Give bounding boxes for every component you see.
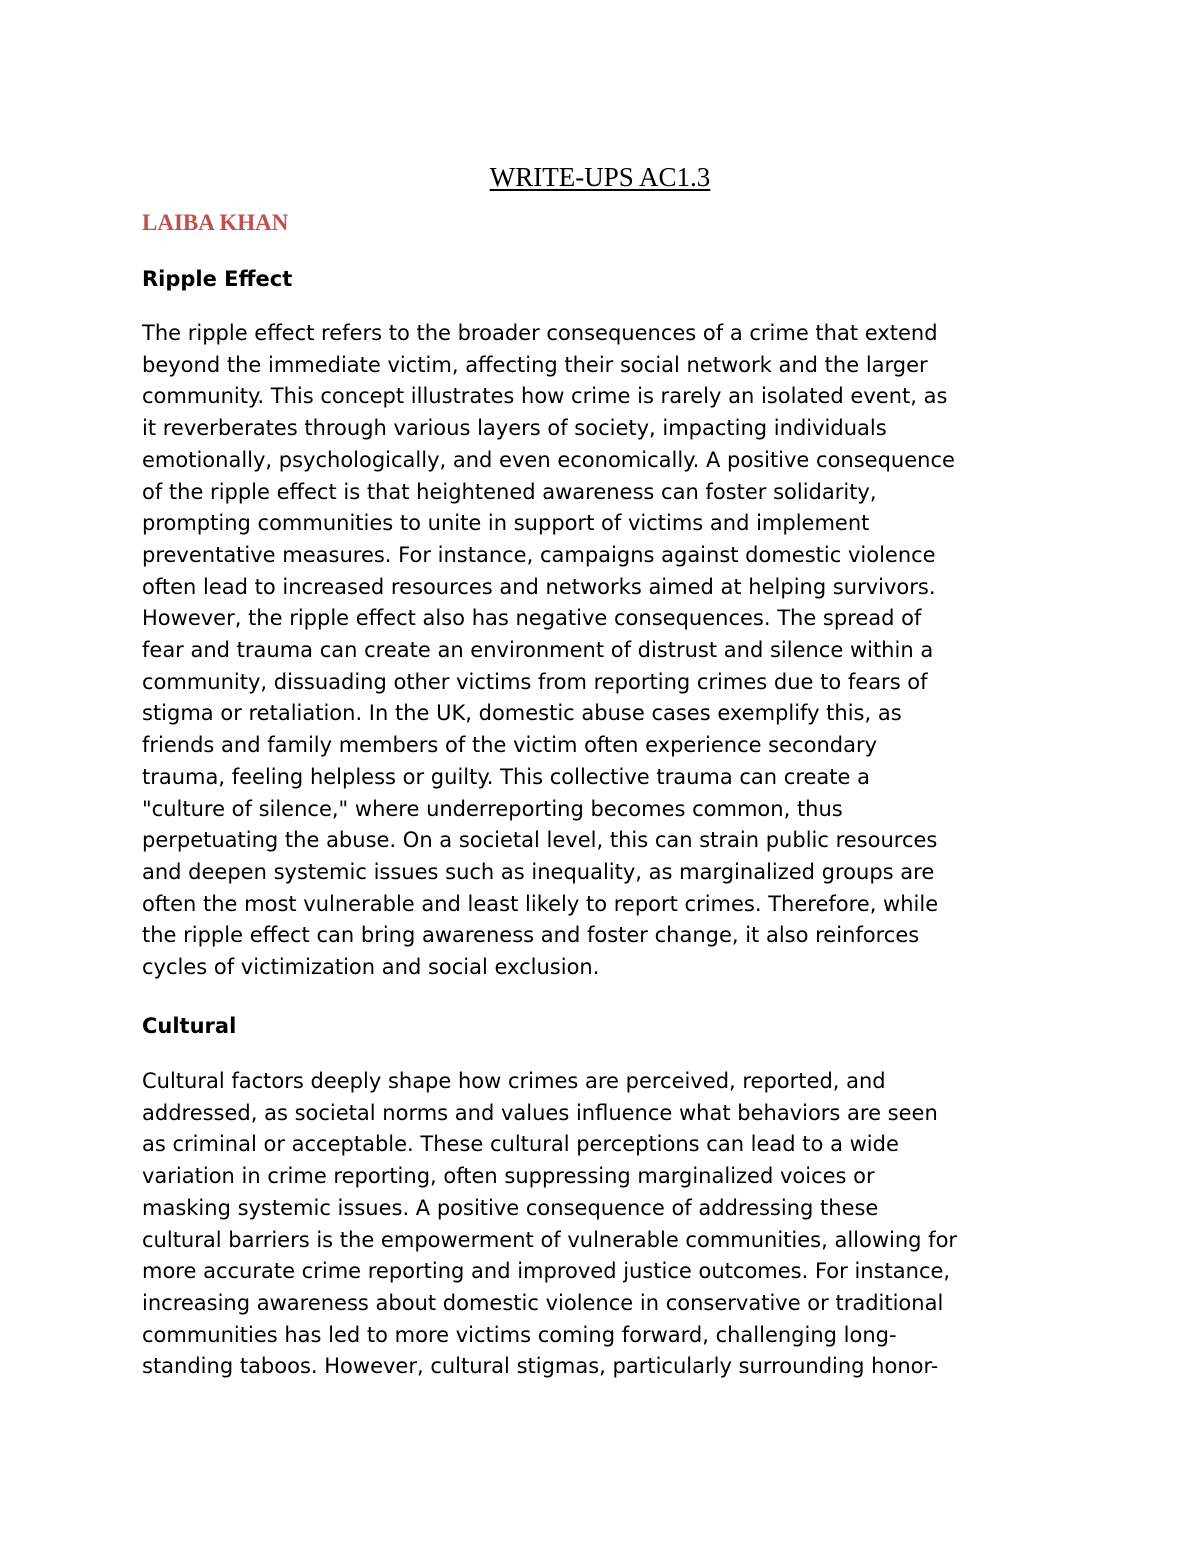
- text-line: fear and trauma can create an environment of distrust and silence within a: [142, 638, 934, 663]
- text-line: more accurate crime reporting and improved justice outcomes. For instance,: [142, 1259, 951, 1284]
- text-line: it reverberates through various layers of society, impacting individuals: [142, 416, 887, 441]
- text-line: addressed, as societal norms and values influence what behaviors are seen: [142, 1100, 938, 1125]
- text-line: prompting communities to unite in support of victims and implement: [142, 511, 870, 536]
- author-name: LAIBA KHAN: [142, 210, 289, 235]
- text-line: standing taboos. However, cultural stigmas, particularly surrounding honor-: [142, 1354, 939, 1379]
- text-line: community, dissuading other victims from reporting crimes due to fears of: [142, 669, 928, 694]
- text-line: Cultural factors deeply shape how crimes are perceived, reported, and: [142, 1069, 886, 1093]
- text-line: of the ripple effect is that heightened awareness can foster solidarity,: [142, 479, 877, 504]
- paragraph-ripple-effect: [142, 318, 1082, 984]
- text-line: the ripple effect can bring awareness and foster change, it also reinforces: [142, 923, 920, 948]
- text-line: masking systemic issues. A positive consequence of addressing these: [142, 1195, 879, 1220]
- text-line: friends and family members of the victim often experience secondary: [142, 733, 878, 758]
- text-line: "culture of silence," where underreporting becomes common, thus: [142, 796, 843, 821]
- page-title: WRITE-UPS AC1.3: [489, 162, 711, 192]
- text-line: perpetuating the abuse. On a societal level, this can strain public resources: [142, 828, 938, 853]
- text-line: However, the ripple effect also has negative consequences. The spread of: [142, 606, 922, 631]
- text-line: emotionally, psychologically, and even economically. A positive consequence: [142, 447, 955, 472]
- text-line: cultural barriers is the empowerment of vulnerable communities, allowing for: [142, 1227, 958, 1252]
- text-line: The ripple effect refers to the broader consequences of a crime that extend: [142, 321, 938, 345]
- text-line: increasing awareness about domestic violence in conservative or traditional: [142, 1290, 944, 1315]
- text-line: cycles of victimization and social exclusion.: [142, 955, 600, 980]
- section-heading-cultural: Cultural: [142, 1014, 237, 1038]
- text-line: trauma, feeling helpless or guilty. This collective trauma can create a: [142, 764, 870, 789]
- text-line: stigma or retaliation. In the UK, domestic abuse cases exemplify this, as: [142, 701, 902, 726]
- text-line: often the most vulnerable and least likely to report crimes. Therefore, while: [142, 891, 939, 916]
- text-line: as criminal or acceptable. These cultural perceptions can lead to a wide: [142, 1132, 899, 1157]
- text-line: preventative measures. For instance, campaigns against domestic violence: [142, 542, 936, 567]
- text-line: communities has led to more victims coming forward, challenging long-: [142, 1322, 897, 1347]
- text-line: variation in crime reporting, often suppressing marginalized voices or: [142, 1164, 875, 1189]
- paragraph-cultural: [142, 1066, 1082, 1383]
- text-line: community. This concept illustrates how crime is rarely an isolated event, as: [142, 384, 948, 409]
- text-line: often lead to increased resources and networks aimed at helping survivors.: [142, 574, 936, 599]
- text-line: and deepen systemic issues such as inequality, as marginalized groups are: [142, 859, 935, 884]
- text-line: beyond the immediate victim, affecting their social network and the larger: [142, 352, 928, 377]
- section-heading-ripple-effect: Ripple Effect: [142, 267, 293, 291]
